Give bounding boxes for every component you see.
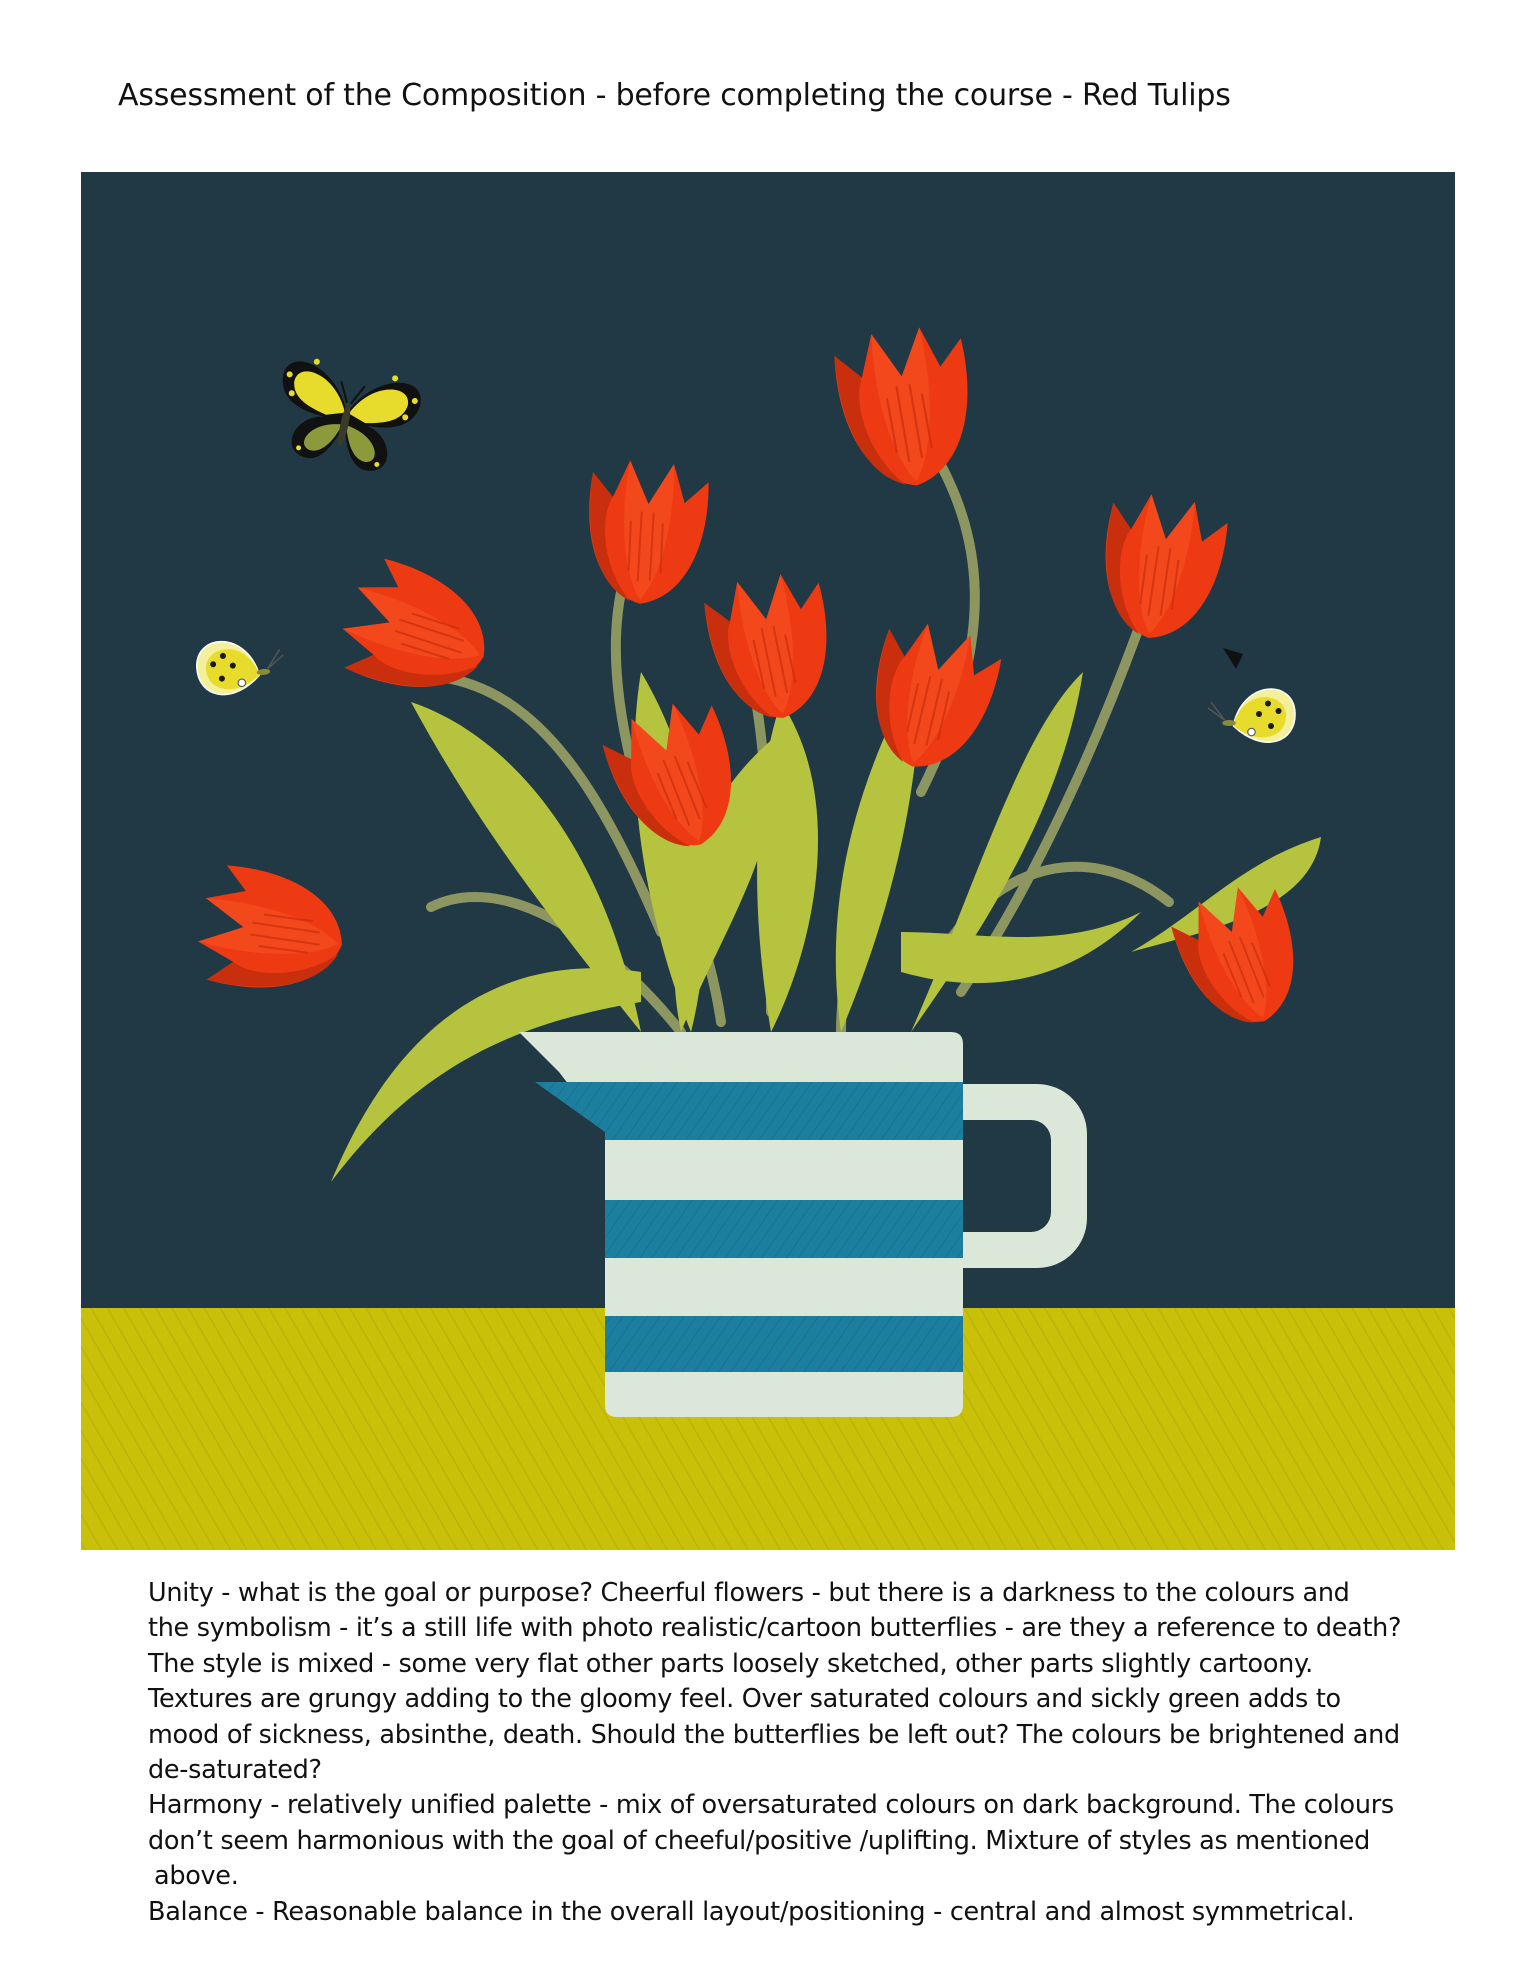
note-line: The style is mixed - some very flat other parts loosely sketched, other parts slightly cartoony. — [148, 1648, 1313, 1679]
page-title: Assessment of the Composition - before completing the course - Red Tulips — [118, 78, 1231, 113]
note-line: de-saturated? — [148, 1755, 322, 1786]
note-line: don’t seem harmonious with the goal of cheeful/positive /uplifting. Mixture of styles as mentioned — [148, 1825, 1370, 1856]
note-line: Textures are grungy adding to the gloomy feel. Over saturated colours and sickly green adds to — [148, 1684, 1341, 1715]
assessment-notes — [148, 1576, 1418, 1930]
note-line: Unity - what is the goal or purpose? Cheerful flowers - but there is a darkness to the colours and — [148, 1578, 1350, 1608]
note-line: Balance - Reasonable balance in the overall layout/positioning - central and almost symmetrical. — [148, 1896, 1355, 1927]
note-line: mood of sickness, absinthe, death. Should the butterflies be left out? The colours be brightened and — [148, 1719, 1400, 1750]
note-line: Harmony - relatively unified palette - mix of oversaturated colours on dark background. The colours — [148, 1790, 1394, 1821]
tulip-illustration — [81, 172, 1455, 1550]
note-line: the symbolism - it’s a still life with photo realistic/cartoon butterflies - are they a reference to death? — [148, 1613, 1402, 1644]
note-line: above. — [154, 1861, 239, 1892]
